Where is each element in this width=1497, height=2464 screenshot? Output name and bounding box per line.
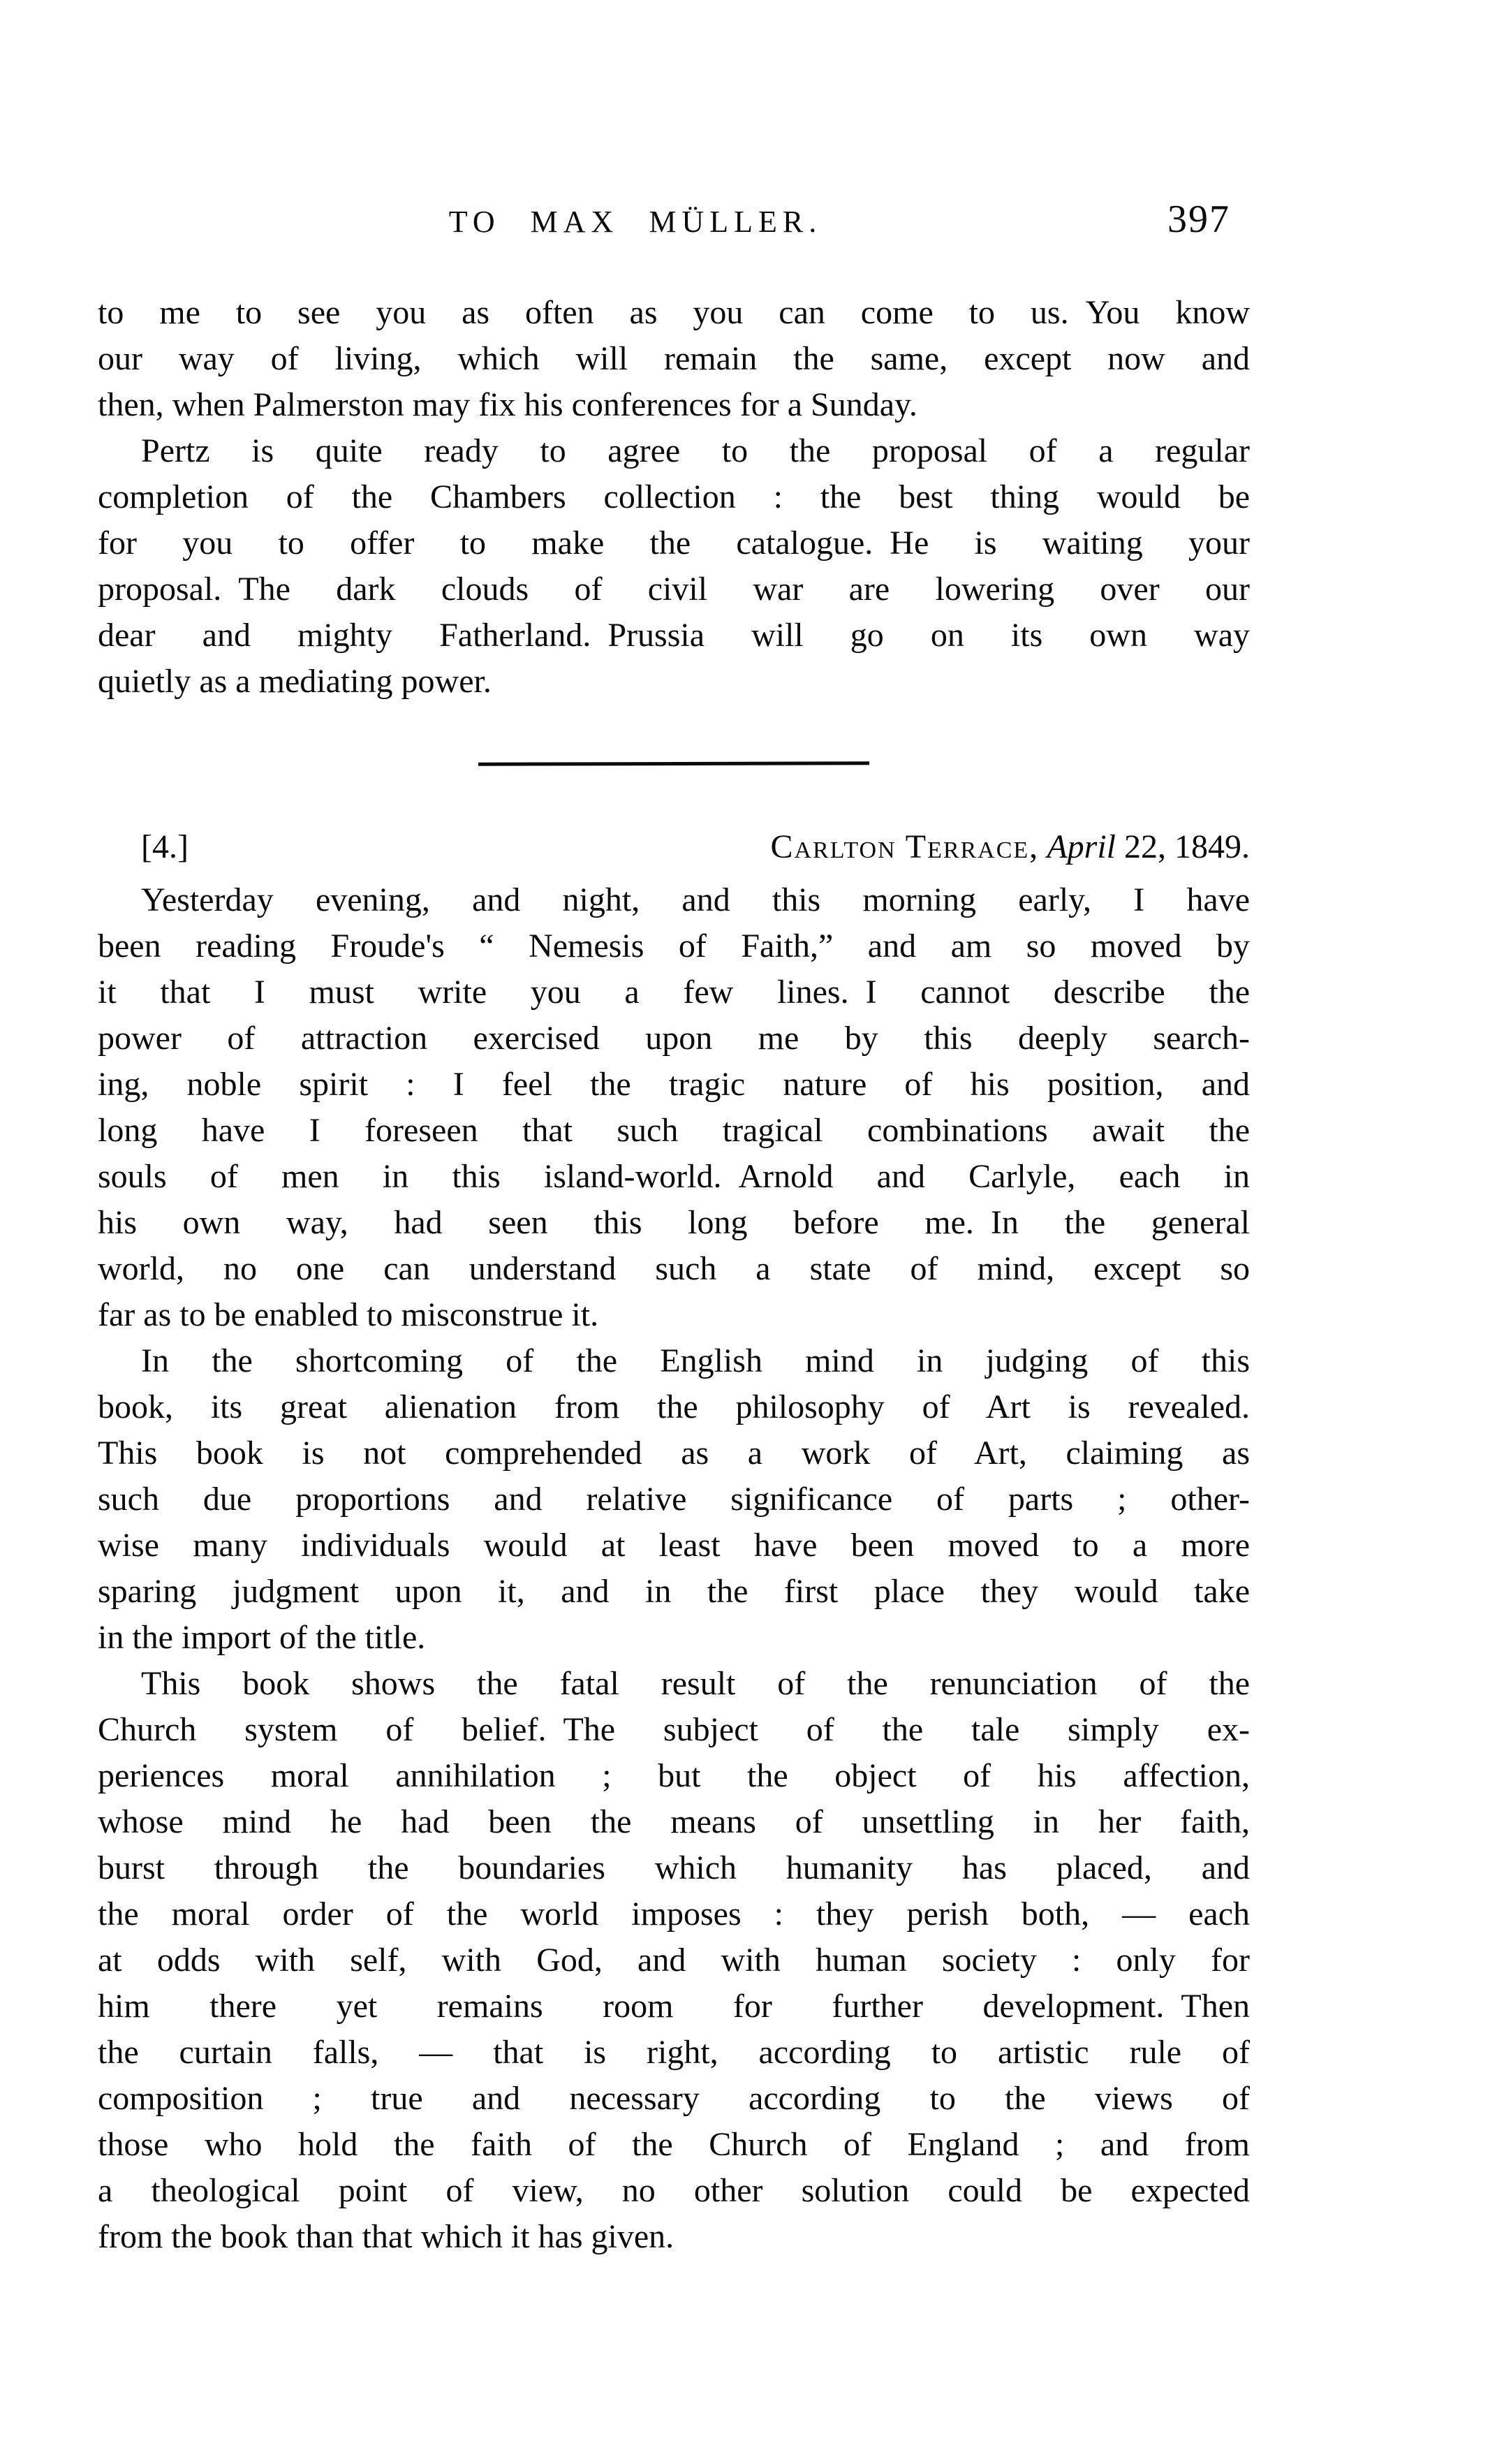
text-line: for you to offer to make the catalogue. He is waiting your — [98, 525, 1250, 562]
page-title: TO MAX MÜLLER. — [448, 205, 823, 239]
text-line: Yesterday evening, and night, and this morning early, I have — [141, 881, 1250, 918]
text-line: ing, noble spirit : I feel the tragic nature of his position, and — [98, 1066, 1250, 1103]
running-head — [98, 197, 1250, 246]
text-line: long have I foreseen that such tragical combinations await the — [98, 1112, 1250, 1149]
text-line: quietly as a mediating power. — [98, 663, 492, 700]
text-line: the moral order of the world imposes : they perish both, — each — [98, 1895, 1250, 1933]
text-line: power of attraction exercised upon me by this deeply search- — [98, 1020, 1250, 1057]
letter-date-month: April — [1039, 828, 1116, 865]
text-line: In the shortcoming of the English mind in judging of this — [141, 1342, 1250, 1379]
text-line: it that I must write you a few lines. I cannot describe the — [98, 974, 1250, 1011]
text-line: dear and mighty Fatherland. Prussia will go on its own way — [98, 617, 1250, 654]
letter-place-date — [770, 824, 1250, 870]
text-line: whose mind he had been the means of unsettling in her faith, — [98, 1803, 1250, 1840]
text-line: from the book than that which it has given. — [98, 2218, 674, 2255]
text-line: This book is not comprehended as a work of Art, claiming as — [98, 1435, 1250, 1472]
text-line: been reading Froude's “ Nemesis of Faith,” and am so moved by — [98, 927, 1250, 965]
page-number: 397 — [1167, 198, 1230, 241]
text-line: proposal. The dark clouds of civil war are lowering over our — [98, 571, 1250, 608]
text-line: a theological point of view, no other solution could be expected — [98, 2172, 1250, 2209]
letter-date-rest: 22, 1849. — [1116, 828, 1250, 865]
text-line: world, no one can understand such a state of mind, except so — [98, 1250, 1250, 1287]
text-line: to me to see you as often as you can come to us. You know — [98, 294, 1250, 331]
text-line: This book shows the fatal result of the renunciation of the — [141, 1665, 1250, 1702]
divider-rule — [478, 761, 869, 765]
text-line: wise many individuals would at least have been moved to a more — [98, 1527, 1250, 1564]
text-line: far as to be enabled to misconstrue it. — [98, 1296, 599, 1333]
text-line: burst through the boundaries which humanity has placed, and — [98, 1849, 1250, 1886]
text-line: in the import of the title. — [98, 1619, 426, 1656]
letter-place: Carlton Terrace, — [770, 828, 1040, 865]
text-line: such due proportions and relative significance of parts ; other- — [98, 1481, 1250, 1518]
letter-body — [98, 290, 1250, 2260]
text-line: then, when Palmerston may fix his conferences for a Sunday. — [98, 386, 917, 423]
letter-dateline — [98, 824, 1250, 870]
text-line: Pertz is quite ready to agree to the proposal of a regular — [141, 432, 1250, 469]
text-line: completion of the Chambers collection : the best thing would be — [98, 478, 1250, 515]
text-line: souls of men in this island-world. Arnold and Carlyle, each in — [98, 1158, 1250, 1195]
text-line: Church system of belief. The subject of the tale simply ex- — [98, 1711, 1250, 1748]
letter-number: [4.] — [141, 828, 189, 865]
text-line: him there yet remains room for further development. Then — [98, 1988, 1250, 2025]
text-line: our way of living, which will remain the same, except now and — [98, 340, 1250, 377]
text-line: periences moral annihilation ; but the object of his affection, — [98, 1757, 1250, 1794]
section-divider — [98, 762, 1250, 765]
text-line: composition ; true and necessary according to the views of — [98, 2080, 1250, 2117]
text-line: book, its great alienation from the philosophy of Art is revealed. — [98, 1388, 1250, 1425]
text-line: at odds with self, with God, and with human society : only for — [98, 1942, 1250, 1979]
text-line: those who hold the faith of the Church of England ; and from — [98, 2126, 1250, 2163]
text-line: his own way, had seen this long before me. In the general — [98, 1204, 1250, 1241]
text-line: the curtain falls, — that is right, according to artistic rule of — [98, 2034, 1250, 2071]
text-line: sparing judgment upon it, and in the first place they would take — [98, 1573, 1250, 1610]
